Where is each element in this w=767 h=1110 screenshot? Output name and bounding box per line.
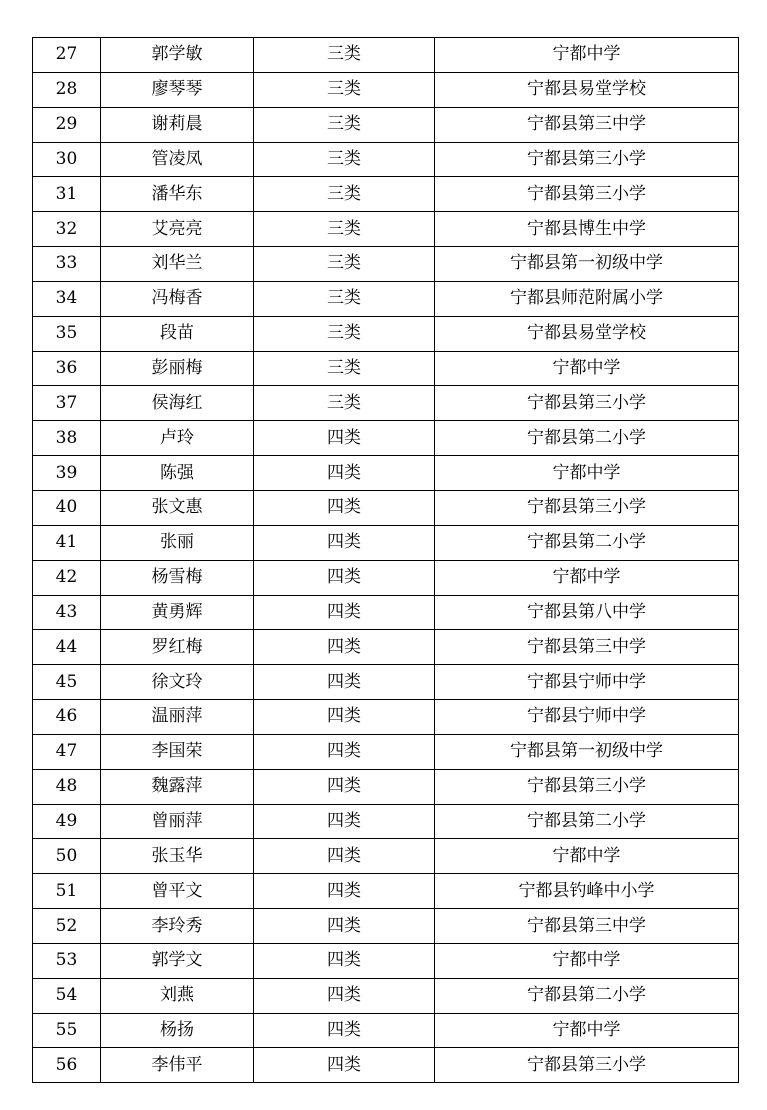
name-cell: 刘华兰 [101, 247, 254, 282]
name-cell: 刘燕 [101, 978, 254, 1013]
category-cell: 四类 [254, 700, 435, 735]
table-row [33, 456, 739, 491]
school-cell: 宁都县第三小学 [435, 142, 739, 177]
category-cell: 四类 [254, 804, 435, 839]
category-cell: 四类 [254, 1048, 435, 1083]
name-cell: 潘华东 [101, 177, 254, 212]
table-row [33, 72, 739, 107]
school-cell: 宁都中学 [435, 456, 739, 491]
category-cell: 四类 [254, 421, 435, 456]
row-number-cell: 38 [33, 421, 101, 456]
category-cell: 三类 [254, 212, 435, 247]
row-number-cell: 50 [33, 839, 101, 874]
table-row [33, 909, 739, 944]
category-cell: 四类 [254, 734, 435, 769]
name-cell: 艾亮亮 [101, 212, 254, 247]
category-cell: 三类 [254, 177, 435, 212]
category-cell: 三类 [254, 281, 435, 316]
name-cell: 罗红梅 [101, 630, 254, 665]
row-number-cell: 45 [33, 665, 101, 700]
school-cell: 宁都县师范附属小学 [435, 281, 739, 316]
table-row [33, 1013, 739, 1048]
school-cell: 宁都县第三小学 [435, 1048, 739, 1083]
name-cell: 侯海红 [101, 386, 254, 421]
school-cell: 宁都县易堂学校 [435, 72, 739, 107]
category-cell: 三类 [254, 142, 435, 177]
table-row [33, 281, 739, 316]
category-cell: 四类 [254, 560, 435, 595]
row-number-cell: 56 [33, 1048, 101, 1083]
row-number-cell: 31 [33, 177, 101, 212]
row-number-cell: 54 [33, 978, 101, 1013]
school-cell: 宁都中学 [435, 943, 739, 978]
name-cell: 张文惠 [101, 490, 254, 525]
category-cell: 四类 [254, 874, 435, 909]
row-number-cell: 46 [33, 700, 101, 735]
category-cell: 四类 [254, 665, 435, 700]
table-row [33, 525, 739, 560]
name-cell: 曾丽萍 [101, 804, 254, 839]
school-cell: 宁都县宁师中学 [435, 700, 739, 735]
school-cell: 宁都县宁师中学 [435, 665, 739, 700]
category-cell: 四类 [254, 1013, 435, 1048]
category-cell: 四类 [254, 839, 435, 874]
school-cell: 宁都中学 [435, 38, 739, 73]
school-cell: 宁都县钓峰中小学 [435, 874, 739, 909]
row-number-cell: 39 [33, 456, 101, 491]
name-cell: 温丽萍 [101, 700, 254, 735]
name-cell: 彭丽梅 [101, 351, 254, 386]
school-cell: 宁都中学 [435, 839, 739, 874]
category-cell: 四类 [254, 769, 435, 804]
table-row [33, 630, 739, 665]
category-cell: 四类 [254, 630, 435, 665]
name-cell: 郭学文 [101, 943, 254, 978]
school-cell: 宁都中学 [435, 560, 739, 595]
school-cell: 宁都县第一初级中学 [435, 247, 739, 282]
school-cell: 宁都县第三中学 [435, 630, 739, 665]
name-cell: 郭学敏 [101, 38, 254, 73]
row-number-cell: 36 [33, 351, 101, 386]
row-number-cell: 35 [33, 316, 101, 351]
row-number-cell: 53 [33, 943, 101, 978]
table-row [33, 142, 739, 177]
school-cell: 宁都县第八中学 [435, 595, 739, 630]
school-cell: 宁都县第一初级中学 [435, 734, 739, 769]
row-number-cell: 30 [33, 142, 101, 177]
school-cell: 宁都中学 [435, 1013, 739, 1048]
school-cell: 宁都县第三小学 [435, 177, 739, 212]
name-cell: 廖琴琴 [101, 72, 254, 107]
school-cell: 宁都中学 [435, 351, 739, 386]
category-cell: 四类 [254, 490, 435, 525]
category-cell: 四类 [254, 595, 435, 630]
table-row [33, 943, 739, 978]
name-cell: 卢玲 [101, 421, 254, 456]
table-row [33, 421, 739, 456]
roster-table-body [33, 38, 739, 1083]
category-cell: 四类 [254, 978, 435, 1013]
category-cell: 四类 [254, 909, 435, 944]
table-row [33, 804, 739, 839]
table-row [33, 978, 739, 1013]
name-cell: 曾平文 [101, 874, 254, 909]
name-cell: 黄勇辉 [101, 595, 254, 630]
name-cell: 杨雪梅 [101, 560, 254, 595]
row-number-cell: 42 [33, 560, 101, 595]
name-cell: 杨扬 [101, 1013, 254, 1048]
table-row [33, 839, 739, 874]
category-cell: 四类 [254, 525, 435, 560]
name-cell: 徐文玲 [101, 665, 254, 700]
school-cell: 宁都县第三中学 [435, 107, 739, 142]
table-row [33, 874, 739, 909]
school-cell: 宁都县博生中学 [435, 212, 739, 247]
table-row [33, 1048, 739, 1083]
category-cell: 三类 [254, 72, 435, 107]
name-cell: 李伟平 [101, 1048, 254, 1083]
category-cell: 三类 [254, 316, 435, 351]
row-number-cell: 34 [33, 281, 101, 316]
row-number-cell: 32 [33, 212, 101, 247]
category-cell: 三类 [254, 386, 435, 421]
roster-table-container [32, 37, 739, 1083]
name-cell: 段苗 [101, 316, 254, 351]
category-cell: 三类 [254, 351, 435, 386]
table-row [33, 560, 739, 595]
table-row [33, 734, 739, 769]
row-number-cell: 55 [33, 1013, 101, 1048]
school-cell: 宁都县第三小学 [435, 769, 739, 804]
table-row [33, 700, 739, 735]
row-number-cell: 37 [33, 386, 101, 421]
name-cell: 李国荣 [101, 734, 254, 769]
row-number-cell: 27 [33, 38, 101, 73]
name-cell: 谢莉晨 [101, 107, 254, 142]
table-row [33, 351, 739, 386]
table-row [33, 769, 739, 804]
table-row [33, 595, 739, 630]
school-cell: 宁都县第二小学 [435, 804, 739, 839]
row-number-cell: 40 [33, 490, 101, 525]
name-cell: 陈强 [101, 456, 254, 491]
name-cell: 张丽 [101, 525, 254, 560]
school-cell: 宁都县第二小学 [435, 978, 739, 1013]
table-row [33, 38, 739, 73]
row-number-cell: 51 [33, 874, 101, 909]
name-cell: 魏露萍 [101, 769, 254, 804]
row-number-cell: 43 [33, 595, 101, 630]
table-row [33, 247, 739, 282]
school-cell: 宁都县第二小学 [435, 525, 739, 560]
school-cell: 宁都县第三中学 [435, 909, 739, 944]
category-cell: 四类 [254, 943, 435, 978]
school-cell: 宁都县易堂学校 [435, 316, 739, 351]
category-cell: 三类 [254, 38, 435, 73]
table-row [33, 107, 739, 142]
name-cell: 冯梅香 [101, 281, 254, 316]
table-row [33, 177, 739, 212]
category-cell: 四类 [254, 456, 435, 491]
table-row [33, 665, 739, 700]
row-number-cell: 33 [33, 247, 101, 282]
name-cell: 管凌凤 [101, 142, 254, 177]
table-row [33, 490, 739, 525]
category-cell: 三类 [254, 247, 435, 282]
table-row [33, 316, 739, 351]
row-number-cell: 44 [33, 630, 101, 665]
row-number-cell: 52 [33, 909, 101, 944]
table-row [33, 386, 739, 421]
row-number-cell: 49 [33, 804, 101, 839]
name-cell: 张玉华 [101, 839, 254, 874]
row-number-cell: 29 [33, 107, 101, 142]
row-number-cell: 41 [33, 525, 101, 560]
roster-table [32, 37, 739, 1083]
school-cell: 宁都县第二小学 [435, 421, 739, 456]
row-number-cell: 48 [33, 769, 101, 804]
school-cell: 宁都县第三小学 [435, 386, 739, 421]
row-number-cell: 47 [33, 734, 101, 769]
name-cell: 李玲秀 [101, 909, 254, 944]
row-number-cell: 28 [33, 72, 101, 107]
table-row [33, 212, 739, 247]
school-cell: 宁都县第三小学 [435, 490, 739, 525]
category-cell: 三类 [254, 107, 435, 142]
